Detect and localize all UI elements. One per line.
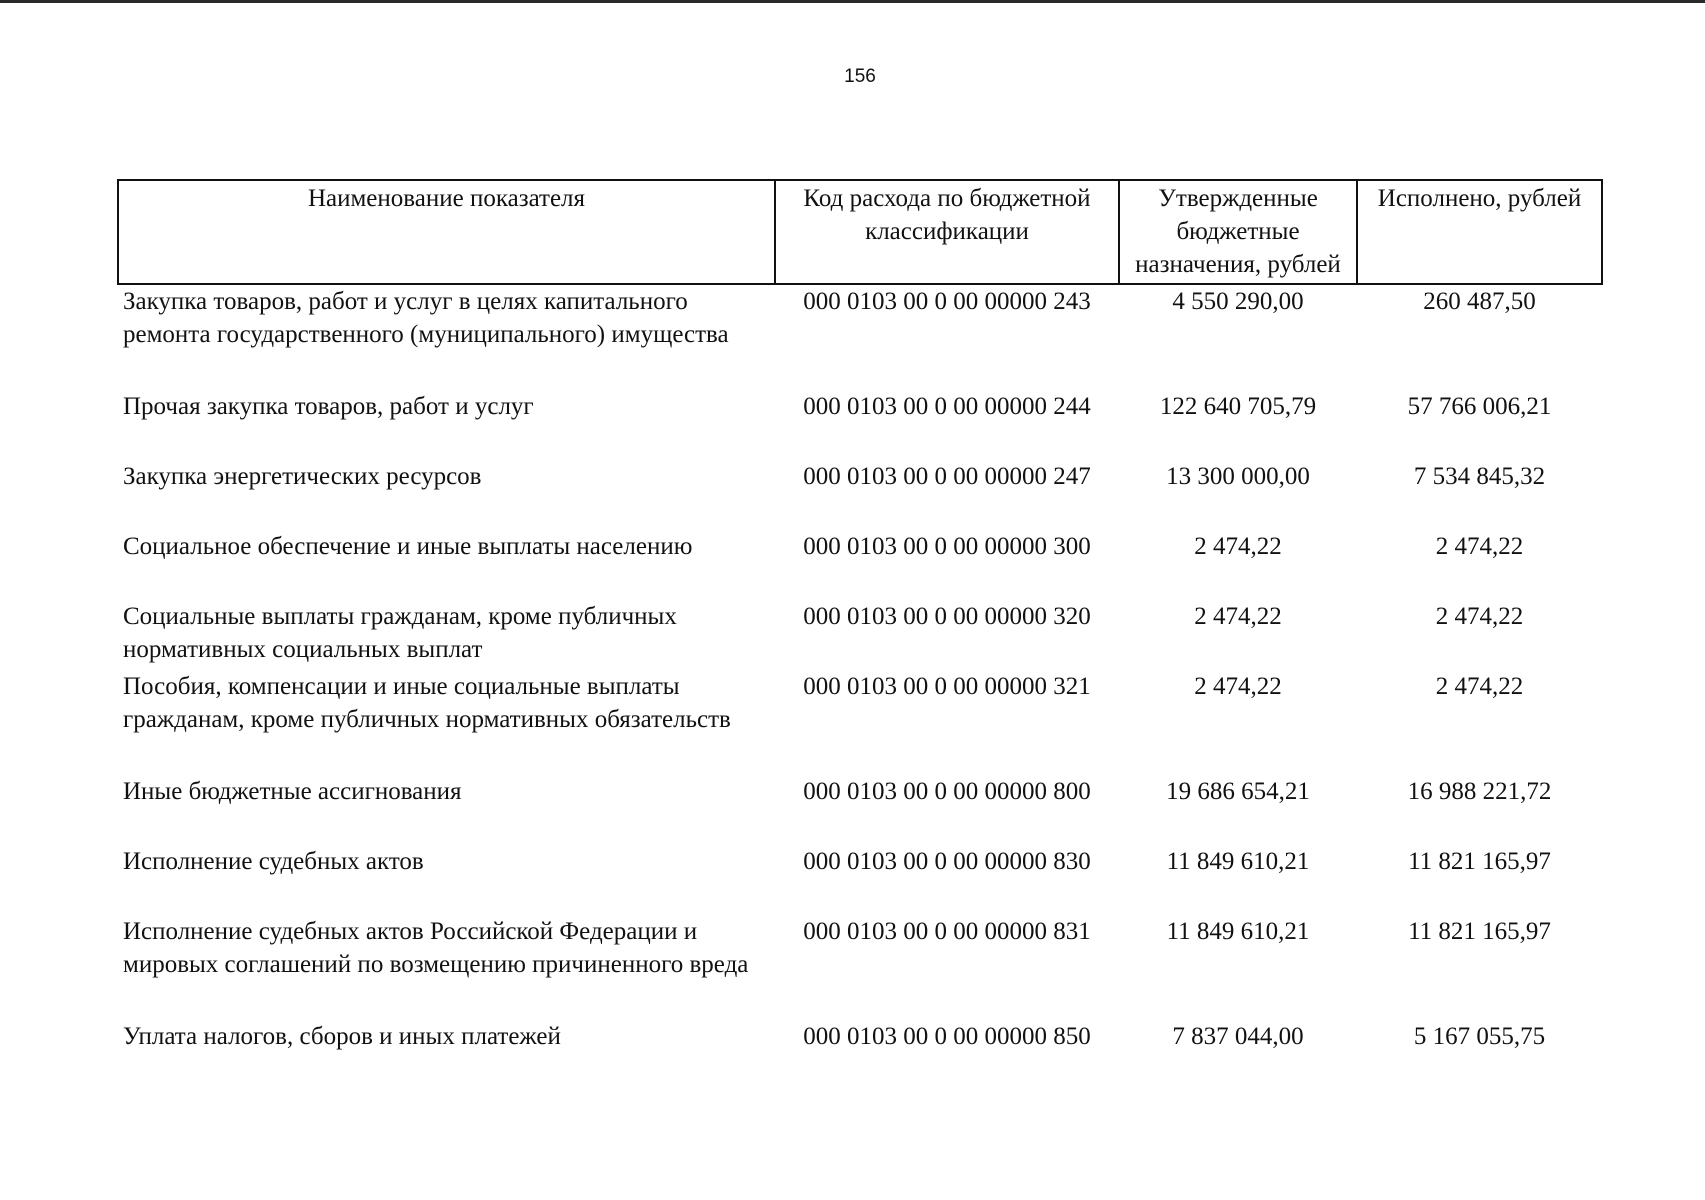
table-row — [118, 284, 1602, 390]
row-executed: 2 474,22 — [1435, 603, 1524, 630]
table-row — [118, 845, 1602, 915]
budget-execution-table — [117, 179, 1603, 1090]
row-name: Исполнение судебных актов Российской Федерации и мировых соглашений по возмещению причиненного вреда — [123, 918, 749, 978]
header-executed: Исполнено, рублей — [1357, 180, 1602, 284]
row-code: 000 0103 00 0 00 00000 850 — [803, 1023, 1091, 1050]
row-approved: 19 686 654,21 — [1166, 778, 1310, 805]
row-executed: 16 988 221,72 — [1407, 778, 1552, 805]
row-executed: 7 534 845,32 — [1413, 463, 1546, 490]
table-body — [118, 284, 1602, 1090]
table-row — [118, 460, 1602, 530]
row-approved: 7 837 044,00 — [1172, 1023, 1304, 1050]
row-executed: 2 474,22 — [1435, 533, 1524, 560]
row-approved: 2 474,22 — [1194, 533, 1282, 560]
row-approved: 4 550 290,00 — [1172, 288, 1304, 315]
header-approved: Утвержденные бюджетные назначения, рублей — [1119, 180, 1357, 284]
table-header — [118, 180, 1602, 284]
row-approved: 13 300 000,00 — [1166, 463, 1310, 490]
row-approved: 11 849 610,21 — [1166, 848, 1310, 875]
row-executed: 11 821 165,97 — [1408, 918, 1551, 945]
row-code: 000 0103 00 0 00 00000 831 — [803, 918, 1091, 945]
row-code: 000 0103 00 0 00 00000 321 — [803, 673, 1091, 700]
row-approved: 2 474,22 — [1194, 603, 1282, 630]
table-row — [118, 600, 1602, 670]
row-name: Иные бюджетные ассигнования — [123, 778, 462, 805]
row-executed: 2 474,22 — [1435, 673, 1524, 700]
row-approved: 11 849 610,21 — [1166, 918, 1310, 945]
table-row — [118, 390, 1602, 460]
row-name: Пособия, компенсации и иные социальные выплаты гражданам, кроме публичных нормативных обязательств — [123, 673, 731, 733]
row-executed: 11 821 165,97 — [1408, 848, 1551, 875]
row-executed: 57 766 006,21 — [1407, 393, 1552, 420]
page-top-edge — [0, 0, 1705, 3]
row-code: 000 0103 00 0 00 00000 243 — [803, 288, 1091, 315]
row-executed: 260 487,50 — [1423, 288, 1536, 315]
table-row — [118, 1020, 1602, 1090]
row-name: Исполнение судебных актов — [123, 848, 424, 875]
row-name: Уплата налогов, сборов и иных платежей — [123, 1023, 561, 1050]
row-code: 000 0103 00 0 00 00000 300 — [803, 533, 1091, 560]
table-row — [118, 915, 1602, 1020]
row-code: 000 0103 00 0 00 00000 247 — [803, 463, 1091, 490]
row-code: 000 0103 00 0 00 00000 800 — [803, 778, 1091, 805]
row-code: 000 0103 00 0 00 00000 830 — [803, 848, 1091, 875]
row-name: Прочая закупка товаров, работ и услуг — [123, 393, 534, 420]
table-row — [118, 670, 1602, 775]
row-name: Социальное обеспечение и иные выплаты населению — [123, 533, 693, 560]
row-code: 000 0103 00 0 00 00000 320 — [803, 603, 1091, 630]
header-code: Код расхода по бюджетной классификации — [775, 180, 1119, 284]
row-name: Закупка товаров, работ и услуг в целях капитального ремонта государственного (муниципального) имущества — [123, 288, 729, 348]
row-name: Закупка энергетических ресурсов — [123, 463, 482, 490]
page-number: 156 — [844, 66, 876, 87]
row-approved: 2 474,22 — [1194, 673, 1282, 700]
header-name: Наименование показателя — [118, 180, 775, 284]
row-approved: 122 640 705,79 — [1159, 393, 1317, 420]
row-executed: 5 167 055,75 — [1413, 1023, 1546, 1050]
header-row — [118, 180, 1602, 284]
row-name: Социальные выплаты гражданам, кроме публичных нормативных социальных выплат — [123, 603, 677, 663]
table-row — [118, 775, 1602, 845]
table-row — [118, 530, 1602, 600]
row-code: 000 0103 00 0 00 00000 244 — [803, 393, 1091, 420]
